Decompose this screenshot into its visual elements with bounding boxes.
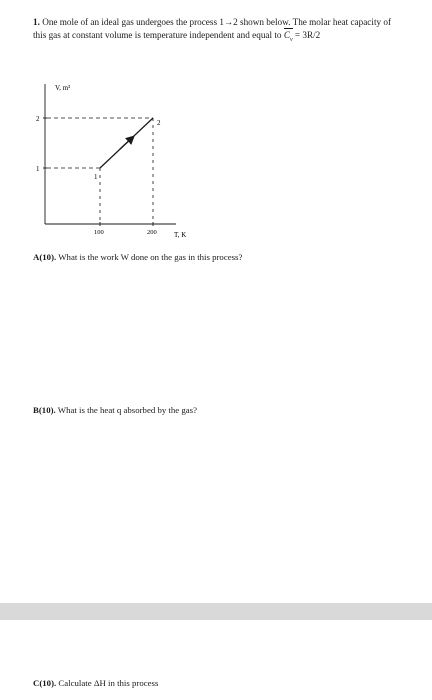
question-c-label: C(10). — [33, 678, 57, 688]
question-a-label: A(10). — [33, 252, 57, 262]
question-c-text: Calculate ΔH in this process — [56, 678, 159, 688]
y-tick-label-1: 1 — [36, 165, 40, 173]
problem-statement — [33, 16, 393, 47]
problem-text: One mole of an ideal gas undergoes the process 1→2 shown below. The molar heat capacity of this gas at constant volume is temperature independent and equal to — [33, 17, 392, 40]
y-tick-label-2: 2 — [36, 115, 40, 123]
question-b-label: B(10). — [33, 405, 56, 415]
x-tick-label-100: 100 — [94, 229, 104, 236]
process-arrow — [120, 138, 132, 149]
x-tick-label-200: 200 — [147, 229, 157, 236]
point-label-1: 1 — [94, 173, 98, 181]
problem-text-end: = 3R/2 — [292, 30, 321, 40]
heat-capacity-symbol: $C_v$ — [284, 29, 293, 47]
y-axis-label: V, m³ — [55, 84, 71, 92]
question-a-text: What is the work W done on the gas in this process? — [56, 252, 243, 262]
question-a — [33, 251, 242, 263]
page-separator-band — [0, 603, 432, 620]
x-axis-label: T, K — [174, 231, 187, 239]
problem-number: 1. — [33, 17, 40, 27]
v-t-diagram — [28, 78, 208, 248]
point-label-2: 2 — [157, 119, 161, 127]
question-b-text: What is the heat q absorbed by the gas? — [55, 405, 198, 415]
question-b — [33, 404, 197, 416]
question-c — [33, 677, 158, 689]
